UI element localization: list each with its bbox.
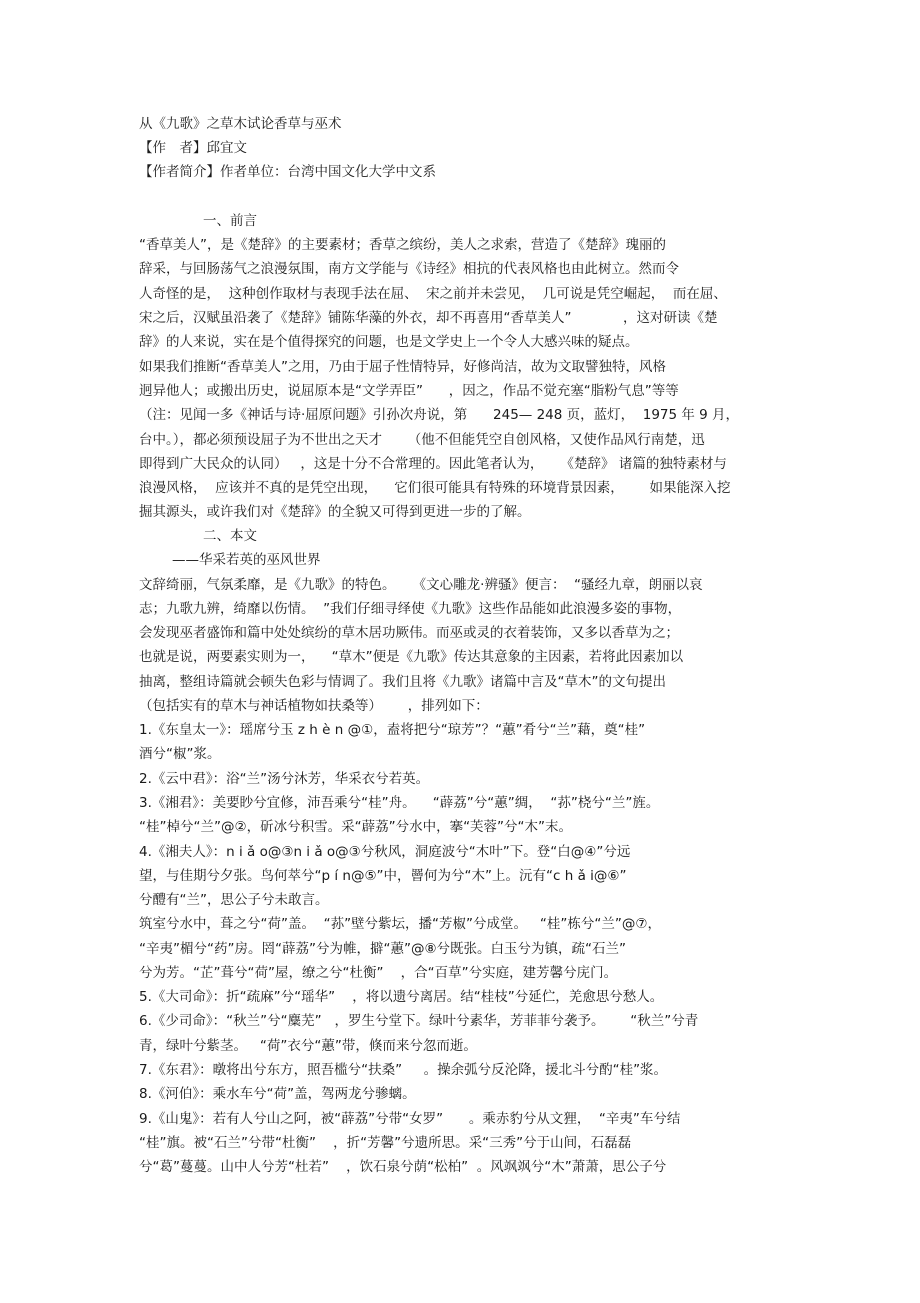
list-line: 兮醴有“兰”，思公子兮未敢言。: [139, 892, 329, 908]
author-intro: 【作者简介】作者单位：台湾中国文化大学中文系: [139, 164, 436, 180]
list-line: 望，与佳期兮夕张。鸟何萃兮“p í n@⑤”中，罾何为兮“木”上。沅有“c h ǎ i@⑥”: [139, 868, 627, 884]
list-line: 3.《湘君》：美要眇兮宜修，沛吾乘兮“桂”舟。 “薜荔”兮“蕙”绸， “荪”桡兮“兰”旌。: [139, 795, 660, 811]
intro-line: 辞》的人来说，实在是个值得探究的问题，也是文学史上一个令人大感兴味的疑点。: [139, 334, 639, 350]
list-line: 4.《湘夫人》：n i ǎ o@③n i ǎ o@③兮秋风，洞庭波兮“木叶”下。登“白@④”兮远: [139, 844, 631, 860]
intro-line: 浪漫风格， 应该并不真的是凭空出现， 它们很可能具有特殊的环境背景因素， 如果能深入挖: [139, 480, 731, 496]
intro-line: 辞采，与回肠荡气之浪漫氛围，南方文学能与《诗经》相抗的代表风格也由此树立。然而令: [139, 261, 679, 277]
list-line: 9.《山鬼》：若有人兮山之阿，被“薜荔”兮带“女罗” 。乘赤豹兮从文狸， “辛夷”车兮结: [139, 1111, 681, 1127]
author-line: 【作 者】邱宜文: [139, 140, 247, 156]
intro-line: 宋之后，汉赋虽沿袭了《楚辞》铺陈华藻的外衣，却不再喜用“香草美人” ，这对研读《楚: [139, 310, 718, 326]
body-line: 志；九歌九辨，绮靡以伤情。 ”我们仔细寻绎使《九歌》这些作品能如此浪漫多姿的事物，: [139, 601, 682, 617]
list-line: 7.《东君》：暾将出兮东方，照吾槛兮“扶桑” 。操余弧兮反沦降，援北斗兮酌“桂”浆。: [139, 1062, 668, 1078]
list-line: “辛夷”楣兮“药”房。罔“薜荔”兮为帷，擗“蕙”@⑧兮既张。白玉兮为镇，疏“石兰”: [139, 941, 627, 957]
list-line: 兮为芳。“芷”葺兮“荷”屋，缭之兮“杜衡” ，合“百草”兮实庭，建芳馨兮庑门。: [139, 965, 618, 981]
list-line: 8.《河伯》：乘水车兮“荷”盖，驾两龙兮骖螭。: [139, 1086, 416, 1102]
body-line: （包括实有的草木与神话植物如扶桑等） ，排列如下：: [139, 698, 489, 714]
list-line: “桂”棹兮“兰”@②，斫冰兮积雪。采“薜荔”兮水中，搴“芙蓉”兮“木”末。: [139, 819, 573, 835]
body-line: 抽离，整组诗篇就会顿失色彩与情调了。我们且将《九歌》诸篇中言及“草木”的文句提出: [139, 674, 666, 690]
document-title: 从《九歌》之草木试论香草与巫术: [139, 116, 342, 132]
list-line: 2.《云中君》：浴“兰”汤兮沐芳，华采衣兮若英。: [139, 771, 430, 787]
section1-heading: 一、前言: [203, 213, 257, 229]
list-line: 兮“葛”蔓蔓。山中人兮芳“杜若” ，饮石泉兮荫“松柏” 。风飒飒兮“木”萧萧，思公子兮: [139, 1159, 667, 1175]
intro-line: 迥异他人；或搬出历史，说屈原本是“文学弄臣” ，因之，作品不觉充塞“脂粉气息”等等: [139, 383, 679, 399]
section2-heading: 二、本文: [203, 528, 257, 544]
list-line: 酒兮“椒”浆。: [139, 746, 221, 762]
intro-line: 人奇怪的是， 这种创作取材与表现手法在屈、 宋之前并未尝见， 几可说是凭空崛起， 而在屈、: [139, 286, 727, 302]
body-line: 也就是说，两要素实则为一， “草木”便是《九歌》传达其意象的主因素，若将此因素加以: [139, 649, 684, 665]
section2-subheading: ——华采若英的巫风世界: [172, 552, 321, 568]
list-line: “桂”旗。被“石兰”兮带“杜衡” ，折“芳馨”兮遗所思。采“三秀”兮于山间，石磊磊: [139, 1135, 632, 1151]
intro-line: 掘其源头，或许我们对《楚辞》的全貌又可得到更进一步的了解。: [139, 504, 531, 520]
intro-line: （注：见闻一多《神话与诗·屈原问题》引孙次舟说，第 245— 248 页，蓝灯， 1975 年 9 月，: [139, 407, 740, 423]
list-line: 青，绿叶兮紫茎。 “荷”衣兮“蕙”带，倏而来兮忽而逝。: [139, 1038, 477, 1054]
intro-line: 如果我们推断“香草美人”之用，乃由于屈子性情特异，好修尚洁，故为文取譬独特，风格: [139, 359, 666, 375]
list-line: 筑室兮水中，葺之兮“荷”盖。 “荪”壁兮紫坛，播“芳椒”兮成堂。 “桂”栋兮“兰”@⑦，: [139, 916, 661, 932]
list-line: 1.《东皇太一》：瑶席兮玉 z h è n @①，盍将把兮“琼芳”？“蕙”肴兮“兰”藉，奠“桂”: [139, 722, 646, 738]
intro-line: 台中。），都必须预设屈子为不世出之天才 （他不但能凭空自创风格，又使作品风行南楚，迅: [139, 432, 705, 448]
list-line: 5.《大司命》：折“疏麻”兮“瑶华” ，将以遗兮离居。结“桂枝”兮延伫，羌愈思兮愁人。: [139, 989, 664, 1005]
body-line: 会发现巫者盛饰和篇中处处缤纷的草木居功厥伟。而巫或灵的衣着装饰，又多以香草为之；: [139, 625, 679, 641]
list-line: 6.《少司命》：“秋兰”兮“麋芜” ，罗生兮堂下。绿叶兮素华，芳菲菲兮袭予。 “秋兰”兮青: [139, 1013, 699, 1029]
intro-line: 即得到广大民众的认同） ，这是十分不合常理的。因此笔者认为， 《楚辞》 诸篇的独特素材与: [139, 456, 727, 472]
intro-line: “香草美人”，是《楚辞》的主要素材；香草之缤纷，美人之求索，营造了《楚辞》瑰丽的: [139, 237, 666, 253]
body-line: 文辞绮丽，气氛柔靡，是《九歌》的特色。 《文心雕龙·辨骚》便言： “骚经九章，朗丽以哀: [139, 577, 703, 593]
